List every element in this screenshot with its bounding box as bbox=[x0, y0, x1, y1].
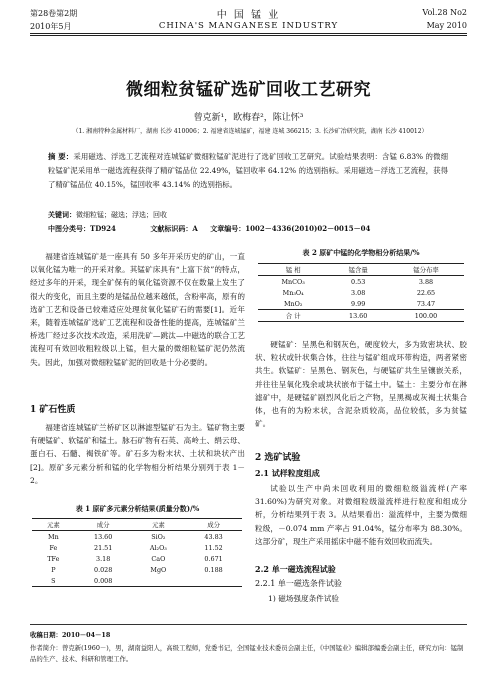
table-2 bbox=[258, 263, 464, 322]
table-cell: 3.18 bbox=[96, 554, 111, 563]
table-cell: 100.00 bbox=[414, 311, 438, 320]
table-row bbox=[32, 564, 242, 575]
author-bio: 作者简介：曾克新(1960－)，男，湖南益阳人，高级工程师，党委书记，全国锰业技术委员会副主任，《中国锰业》编辑部编委会副主任，研究方向：锰制品的生产、技术、科研和管理工作。 bbox=[30, 644, 464, 663]
section-2-2-heading: 2.2 单一磁选流程试验 bbox=[255, 564, 336, 574]
table-cell: CaO bbox=[151, 554, 166, 563]
table-cell: 13.60 bbox=[349, 311, 368, 320]
table-cell bbox=[185, 575, 242, 587]
mineral-description-text: 硬锰矿：呈黑色和钢灰色，硬度较大，多为致密块状、胶状、粒状或针状集合体，往往与锰矿组成环带构造，两者紧密共生。软锰矿：呈黑色、钢灰色，与硬锰矿共生呈镶嵌关系，并往往呈氧化残余或块状嵌布于锰土中。锰土：主要分布在淋滤矿中，是硬锰矿剧烈风化后之产物，呈黑褐或灰褐土状集合体，也有的为粉末状，含泥杂质较高，品位较低，多为贫锰矿。 bbox=[255, 340, 467, 429]
table-cell: 合 计 bbox=[285, 312, 301, 320]
table-1-caption: 表 1 原矿多元素分析结果(质量分数)/% bbox=[75, 504, 200, 513]
table-2-header: 锰分布率 bbox=[413, 266, 439, 274]
abstract-label: 摘 要： bbox=[48, 152, 74, 161]
journal-title-en: CHINA'S MANGANESE INDUSTRY bbox=[158, 21, 339, 31]
table-row bbox=[258, 298, 464, 310]
table-cell: 0.008 bbox=[94, 576, 113, 585]
table-cell: 21.51 bbox=[94, 543, 113, 552]
table-1-header: 元素 bbox=[151, 521, 165, 529]
table-row bbox=[32, 542, 242, 553]
intro-text: 福建省连城锰矿是一座具有 50 多年开采历史的矿山，一直以氧化锰为唯一的开采对象。其锰矿床具有“上富下贫”的特点，经过多年的开采，现全矿保有的氧化锰资源不仅在数量上发生了很大的变化，而且主要的是锰品位越来越低，含粉率高，原有的选矿工艺和设备已较难适应处理贫氧化锰矿石的需要[1]。近年来，随着连城锰矿选矿工艺流程和设备性能的提高，连城锰矿兰桥选厂经过多次技术改造，采用洗矿—跳汰—中磁选的联合工艺流程可有效回收粗粒级以上锰，但大量的微细粒锰矿泥仍然流失。因此，加强对微细粒锰矿泥的回收是十分必要的。 bbox=[30, 252, 245, 367]
table-2-header: 锰 相 bbox=[285, 266, 301, 274]
abstract bbox=[48, 150, 448, 192]
table-cell: P bbox=[51, 565, 56, 574]
table-cell: 0.028 bbox=[94, 565, 113, 574]
table-cell: SiO₂ bbox=[151, 532, 166, 541]
table-cell: Fe bbox=[49, 543, 58, 552]
table-cell: 43.83 bbox=[204, 532, 223, 541]
section-2-1-body bbox=[255, 482, 467, 548]
header-month: May 2010 bbox=[426, 21, 467, 30]
table-cell: 13.60 bbox=[94, 532, 113, 541]
table-cell bbox=[132, 575, 186, 587]
header-rule-bottom bbox=[30, 35, 467, 36]
section-2-2-1-heading: 2.2.1 单一磁选条件试验 bbox=[255, 579, 342, 588]
keywords-label: 关键词： bbox=[48, 210, 76, 219]
table-cell: 22.65 bbox=[416, 288, 436, 297]
table-cell: TFe bbox=[47, 554, 60, 563]
section-2-1-text: 试验以生产中尚未回收利用的微细粒级溢流样(产率 31.60%)为研究对象。对微细粒级溢流样进行粒度和组成分析，分析结果列于表 3。从结果看出：溢流样中，主要为微细粒级，－0.074 mm 产率占 91.04%，锰分布率为 88.30%。这部分矿，现生产采用摇床中磁不能有效回收而流失。 bbox=[255, 484, 467, 546]
received-date: 收稿日期：2010－04－18 bbox=[30, 631, 111, 639]
clc-number: 中图分类号：TD924 bbox=[48, 224, 116, 233]
table-row bbox=[258, 287, 464, 298]
paper-title: 微细粒贫锰矿选矿回收工艺研究 bbox=[126, 80, 371, 100]
table-2-header-row bbox=[258, 264, 464, 276]
table-cell: 0.53 bbox=[351, 277, 366, 286]
table-cell: 0.188 bbox=[204, 565, 223, 574]
section-1-text: 福建省连城锰矿兰桥矿区以淋滤型锰矿石为主。锰矿物主要有硬锰矿、软锰矿和锰土。脉石矿物有石英、高岭土、绢云母、蛋白石、石髓、褐铁矿等。矿石多为粉末状、土状和块状产出[2]。原矿多元素分析和锰的化学物相分析结果分别列于表 1－2。 bbox=[30, 423, 245, 485]
table-1-header-row bbox=[32, 519, 242, 531]
keywords bbox=[48, 208, 448, 222]
table-cell: 9.99 bbox=[351, 299, 366, 308]
table-1-header: 成分 bbox=[96, 521, 110, 529]
table-row bbox=[32, 553, 242, 564]
header-rule-top bbox=[30, 33, 467, 34]
table-1-header: 元素 bbox=[46, 521, 60, 529]
section-1-heading: 1 矿石性质 bbox=[30, 405, 76, 415]
table-cell: S bbox=[51, 576, 56, 585]
table-cell: Mn₃O₄ bbox=[282, 288, 304, 297]
table-cell: 0.671 bbox=[204, 554, 223, 563]
table-cell: Al₂O₃ bbox=[149, 543, 167, 552]
header-volume: Vol.28 No2 bbox=[422, 8, 467, 17]
table-row bbox=[32, 531, 242, 543]
table-row bbox=[258, 310, 464, 322]
keywords-text: 微细粒锰；磁选；浮选；回收 bbox=[76, 211, 167, 219]
section-1-body bbox=[30, 421, 245, 487]
mineral-description bbox=[255, 338, 467, 430]
header-date: 2010年5月 bbox=[30, 22, 72, 31]
article-meta bbox=[48, 222, 458, 236]
table-cell: 73.47 bbox=[416, 299, 436, 308]
table-cell: MnO₂ bbox=[283, 299, 303, 308]
table-cell: 11.52 bbox=[204, 543, 223, 552]
section-2-heading: 2 选矿试验 bbox=[255, 453, 301, 463]
table-cell: 3.08 bbox=[351, 288, 366, 297]
table-cell: MnCO₃ bbox=[281, 277, 305, 286]
paper-authors: 曾克新¹，欧梅春²，陈让怀³ bbox=[193, 113, 304, 123]
table-cell: 3.88 bbox=[418, 277, 434, 286]
table-1-header: 成分 bbox=[207, 521, 220, 529]
section-2-1-heading: 2.1 试样粒度组成 bbox=[255, 468, 320, 478]
paper-affiliations: （1. 湘南特种金属材料厂，湖南 长沙 410006；2. 福建省连城锰矿，福建 连城 366215；3. 长沙矿冶研究院，湖南 长沙 410012） bbox=[72, 128, 428, 135]
table-2-header: 锰含量 bbox=[348, 266, 368, 274]
table-row bbox=[258, 276, 464, 288]
table-row bbox=[32, 575, 242, 587]
document-code: 文献标识码：A bbox=[150, 224, 198, 233]
journal-title-cn: 中 国 锰 业 bbox=[216, 10, 281, 21]
header-issue: 第28卷第2期 bbox=[30, 9, 78, 18]
intro-paragraph bbox=[30, 250, 245, 369]
footnote-rule bbox=[30, 624, 467, 625]
abstract-text: 采用磁选、浮选工艺流程对连城锰矿微细粒锰矿泥进行了选矿回收工艺研究。试验结果表明：含锰 6.83% 的微细粒锰矿泥采用单一磁选流程获得了精矿锰品位 22.49%，锰回收率 64.12% 的选别指标。采用磁选－浮选工艺流程，获得了精矿锰品位 40.15%，锰回收率 43.14% 的选别指标。 bbox=[48, 152, 449, 189]
subsection-magnetic-field: 1) 磁场强度条件试验 bbox=[268, 594, 339, 603]
table-cell: Mn bbox=[48, 532, 59, 541]
table-cell: MgO bbox=[150, 565, 167, 574]
article-number: 文章编号：1002－4336(2010)02－0015－04 bbox=[210, 224, 371, 233]
table-2-caption: 表 2 原矿中锰的化学物相分析结果/% bbox=[302, 248, 420, 257]
table-1 bbox=[32, 518, 242, 587]
